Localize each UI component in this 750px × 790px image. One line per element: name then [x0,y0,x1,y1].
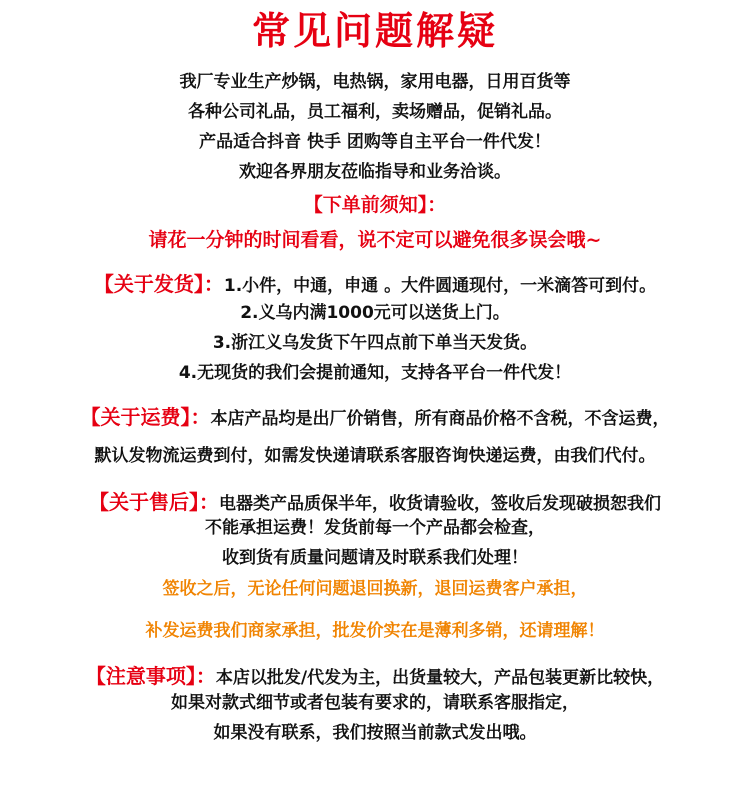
aftersale-heading: 【关于售后】 [89,490,199,514]
aftersale-colon: ： [199,490,219,514]
shipping-colon: ： [203,272,224,296]
intro-line-1: 我厂专业生产炒锅，电热锅，家用电器，日用百货等 [179,72,571,92]
shipping-line-4: 4.无现货的我们会提前通知，支持各平台一件代发！ [178,363,572,383]
freight-line-1 [0,405,750,431]
attention-colon: ： [195,664,216,688]
intro-line-4: 欢迎各界朋友莅临指导和业务洽谈。 [239,162,511,182]
aftersale-text-1: 电器类产品质保半年，收货请验收，签收后发现破损恕我们 [219,494,661,514]
shipping-heading: 【关于发货】 [93,272,204,296]
notice-heading: 【下单前须知】： [303,194,447,216]
aftersale-line-3: 收到货有质量问题请及时联系我们处理！ [222,548,528,568]
aftersale-highlight-1: 签收之后，无论任何问题退回换新，退回运费客户承担， [162,579,588,599]
attention-text-1: 本店以批发/代发为主，出货量较大，产品包装更新比较快， [215,668,665,688]
aftersale-highlight-2: 补发运费我们商家承担，批发价实在是薄利多销，还请理解！ [145,621,605,641]
attention-line-1 [0,664,750,690]
shipping-line-1 [0,272,750,298]
shipping-line-3: 3.浙江义乌发货下午四点前下单当天发货。 [212,333,538,353]
freight-heading: 【关于运费】 [80,405,191,429]
attention-heading: 【注意事项】 [85,664,196,688]
aftersale-line-1 [0,490,750,516]
intro-line-2: 各种公司礼品，员工福利，卖场赠品，促销礼品。 [188,102,562,122]
aftersale-line-2: 不能承担运费！发货前每一个产品都会检查， [205,518,545,538]
notice-subtitle: 请花一分钟的时间看看，说不定可以避免很多误会哦~ [148,229,602,251]
intro-line-3: 产品适合抖音 快手 团购等自主平台一件代发！ [199,132,551,152]
freight-text-1: 本店产品均是出厂价销售，所有商品价格不含税，不含运费， [210,409,670,429]
attention-line-2: 如果对款式细节或者包装有要求的，请联系客服指定， [171,693,579,713]
freight-colon: ： [190,405,211,429]
shipping-line-2: 2.义乌内满1000元可以送货上门。 [240,303,510,323]
attention-line-3: 如果没有联系，我们按照当前款式发出哦。 [213,723,537,743]
page-title: 常见问题解疑 [251,9,498,53]
freight-line-2: 默认发物流运费到付，如需发快递请联系客服咨询快递运费，由我们代付。 [94,446,656,466]
shipping-text-1: 1.小件，中通，申通 。大件圆通现付，一米滴答可到付。 [223,276,657,296]
